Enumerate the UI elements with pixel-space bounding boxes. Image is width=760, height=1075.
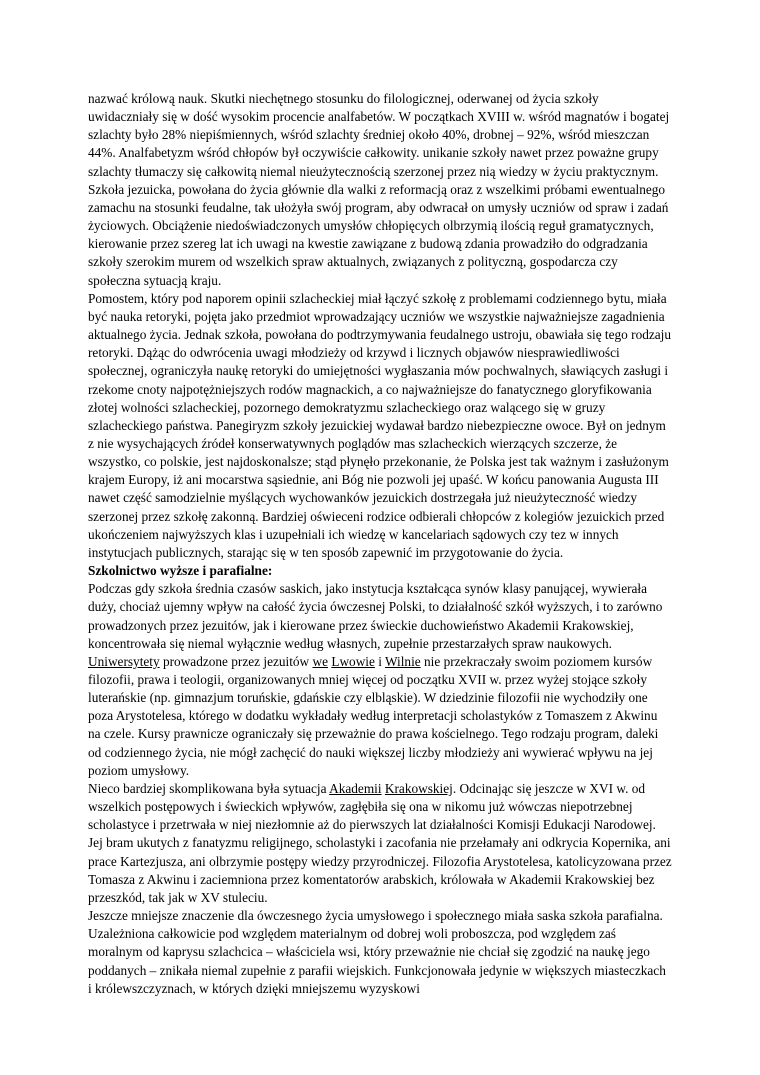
text-span: prowadzone przez jezuitów <box>159 653 313 669</box>
text-span: . Odcinając się jeszcze w XVI w. od wszelkich postępowych i świeckich wpływów, zagłębiła się ona w nikomu już wówczas niepotrzebnej scholastyce i przetrwała w niej niezłomnie aż do pierwszych lat działalności Komisji Edukacji Narodowej. Jej bram ukutych z fanatyzmu religijnego, scholastyki i zacofania nie przełamały ani odkrycia Kopernika, ani prace Kartezjusza, ani olbrzymie postępy wiedzy przyrodniczej. Filozofia Arystotelesa, katolicyzowana przez Tomasza z Akwinu i zaciemniona przez komentatorów arabskich, królowała w Akademii Krakowskiej bez przeszkód, tak jak w XV stuleciu. <box>88 780 672 905</box>
text-span: Nieco bardziej skomplikowana była sytuacja <box>88 780 330 796</box>
link-we[interactable]: we <box>312 653 328 669</box>
paragraph-parish-schools: Jeszcze mniejsze znaczenie dla ówczesnego życia umysłowego i społecznego miała saska szkoła parafialna. Uzależniona całkowicie pod względem materialnym od dobrej woli proboszcza, pod względem zaś moralnym od kaprysu szlachcica – właściciela wsi, który przeważnie nie chciał się zgodzić na naukę jego poddanych – znikała niemal zupełnie z parafii wiejskich. Funkcjonowała jedynie w większych miasteczkach i królewszczyznach, w których dzięki mniejszemu wyzyskowi <box>88 908 666 996</box>
section-heading: Szkolnictwo wyższe i parafialne: <box>88 563 273 579</box>
link-uniwersytety[interactable]: Uniwersytety <box>88 653 160 669</box>
paragraph-krakow-academy <box>88 780 672 907</box>
link-akademii[interactable]: Akademii <box>329 780 382 796</box>
text-span: nie przekraczały swoim poziomem kursów filozofii, prawa i teologii, organizowanych mniej więcej od początku XVII w. przez wyżej stojące szkoły luterańskie (np. gimnazjum toruńskie, gdańskie czy elbląskie). W dziedzinie filozofii nie wychodziły one poza Arystotelesa, którego w dodatku wykładały według interpretacji scholastyków z Tomaszem z Akwinu na czele. Kursy prawnicze ograniczały się przeważnie do prawa kościelnego. Tego rodzaju program, daleki od codziennego życia, nie mógł zachęcić do nauki większej liczby młodzieży ani wywierać wpływu na jej poziom umysłowy. <box>88 653 659 778</box>
text-span: i <box>374 653 386 669</box>
paragraph-rhetoric: Pomostem, który pod naporem opinii szlacheckiej miał łączyć szkołę z problemami codziennego bytu, miała być nauka retoryki, pojęta jako przedmiot wprowadzający uczniów we wszystkie najważniejsze zagadnienia aktualnego życia. Jednak szkoła, powołana do podtrzymywania feudalnego ustroju, obawiała się tego rodzaju retoryki. Dążąc do odwrócenia uwagi młodzieży od krzywd i licznych objawów niesprawiedliwości społecznej, ograniczyła naukę retoryki do umiejętności wygłaszania mów pochwalnych, sławiących zasługi i rzekome cnoty najpotężniejszych rodów magnackich, a co najważniejsze do fanatycznego gloryfikowania złotej wolności szlacheckiej, pozornego demokratyzmu szlacheckiego oraz walącego się w gruzy szlacheckiego państwa. Panegiryzm szkoły jezuickiej wydawał bardzo niebezpieczne owoce. Był on jednym z nie wysychających źródeł konserwatywnych poglądów mas szlacheckich wierzących szczerze, że wszystko, co polskie, jest najdoskonalsze; stąd płynęło przekonanie, że Polska jest tak ważnym i zasłużonym krajem Europy, iż ani mocarstwa sąsiednie, ani Bóg nie pozwoli jej upaść. W końcu panowania Augusta III nawet część samodzielnie myślących wychowanków jezuickich dostrzegała już nieużyteczność wiedzy szerzonej przez szkołę zakonną. Bardziej oświeceni rodzice odbierali chłopców z kolegiów jezuickich przed ukończeniem najwyższych klas i uzupełniali ich wiedzę w kancelariach sądowych czy tez w innych instytucjach publicznych, starając się w ten sposób zapewnić im przygotowanie do życia. <box>88 290 672 560</box>
paragraph-higher-schools <box>88 580 672 780</box>
link-lwowie[interactable]: Lwowie <box>331 653 375 669</box>
document-body <box>88 90 672 998</box>
text-span: Podczas gdy szkoła średnia czasów saskich, jako instytucja kształcąca synów klasy panującej, wywierała duży, chociaż ujemny wpływ na całość życia ówczesnej Polski, to działalność szkół wyższych, i to zarówno prowadzonych przez jezuitów, jak i kierowane przez świeckie duchowieństwo Akademii Krakowskiej, koncentrowała się niemal wyłącznie według własnych, zupełnie przestarzałych spraw naukowych. <box>88 581 663 651</box>
link-wilnie[interactable]: Wilnie <box>385 653 421 669</box>
link-krakowskiej[interactable]: Krakowskiej <box>384 780 453 796</box>
paragraph-literacy: nazwać królową nauk. Skutki niechętnego stosunku do filologicznej, oderwanej od życia szkoły uwidaczniały się w dość wysokim procencie analfabetów. W początkach XVIII w. wśród magnatów i bogatej szlachty było 28% niepiśmiennych, wśród szlachty średniej około 40%, drobnej – 92%, wśród mieszczan 44%. Analfabetyzm wśród chłopów był oczywiście całkowity. unikanie szkoły nawet przez poważne grupy szlachty tłumaczy się całkowitą niemal nieużytecznością szerzonej przez nią wiedzy w życiu praktycznym. Szkoła jezuicka, powołana do życia głównie dla walki z reformacją oraz z wszelkimi próbami ewentualnego zamachu na stosunki feudalne, tak ułożyła swój program, aby odwracał on umysły uczniów od spraw i zadań życiowych. Obciążenie niedoświadczonych umysłów chłopięcych olbrzymią ilością reguł gramatycznych, kierowanie przez szereg lat ich uwagi na kwestie zawiązane z budową zdania prowadziło do odgradzania szkoły szerokim murem od wszelkich spraw aktualnych, związanych z polityczną, gospodarcza czy społeczna sytuacją kraju. <box>88 91 670 288</box>
